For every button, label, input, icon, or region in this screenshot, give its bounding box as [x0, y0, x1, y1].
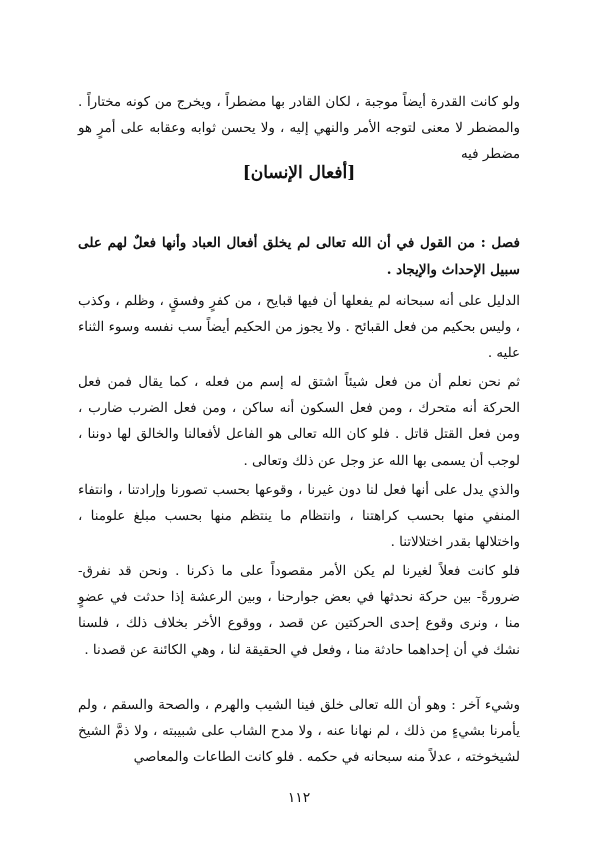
paragraph-5: فلو كانت فعلاً لغيرنا لم يكن الأمر مقصوداً على ما ذكرنا . ونحن قد نفرق- ضرورةً- بين حركة نحدثها في بعض جوارحنا ، وبين الرعشة إذا حدثت في عضوٍ منا ، ونرى وقوع إحدى الحركتين عن قصد ، ووقوع الأخر بخلاف ذلك ، فلسنا نشك في أن إحداهما حادثة منا ، وفعل في الحقيقة لنا ، وهي الكائنة عن قصدنا .: [78, 564, 520, 658]
paragraph-2: الدليل على أنه سبحانه لم يفعلها أن فيها قبايح ، من كفرٍ وفسقٍ ، وظلم ، وكذب ، وليس بحكيم من فعل القبائح . ولا يجوز من الحكيم أيضاً سب نفسه وسوء الثناء عليه .: [78, 294, 520, 362]
section-heading: [أفعال الإنسان]: [242, 163, 356, 183]
fasl-heading: فصل : من القول في أن الله تعالى لم يخلق أفعال العباد وأنها فعلٌ لهم على سبيل الإحداث والإيجاد .: [78, 235, 520, 278]
paragraph-3: ثم نحن نعلم أن من فعل شيئاً اشتق له إسم من فعله ، كما يقال فمن فعل الحركة أنه متحرك ، ومن فعل السكون أنه ساكن ، ومن فعل الضرب ضارب ، ومن فعل القتل قاتل . فلو كان الله تعالى هو الفاعل لأفعالنا والخالق لها دوننا ، لوجب أن يسمى بها الله عز وجل عن ذلك وتعالى .: [78, 375, 520, 469]
page-number: ١١٢: [287, 790, 311, 806]
paragraph-1: ولو كانت القدرة أيضاً موجبة ، لكان القادر بها مضطراً ، ويخرج من كونه مختاراً . والمضطر لا معنى لتوجه الأمر والنهي إليه ، ولا يحسن ثوابه وعقابه على أمرٍ هو مضطر فيه: [78, 95, 520, 163]
paragraph-6: وشيء آخر : وهو أن الله تعالى خلق فينا الشيب والهرم ، والصحة والسقم ، ولم يأمرنا بشيءٍ من ذلك ، لم نهانا عنه ، ولا مدح الشاب على شبيبته ، ولا ذمَّ الشيخ لشيخوخته ، عدلاً منه سبحانه في حكمه . فلو كانت الطاعات والمعاصي: [78, 698, 520, 766]
paragraph-4: والذي يدل على أنها فعل لنا دون غيرنا ، وقوعها بحسب تصورنا وإرادتنا ، وانتفاء المنفي منها بحسب كراهتنا ، وانتظام ما ينتظم منها بحسب مبلغ علومنا ، واختلالها بقدر اختلالاتنا .: [78, 483, 520, 551]
